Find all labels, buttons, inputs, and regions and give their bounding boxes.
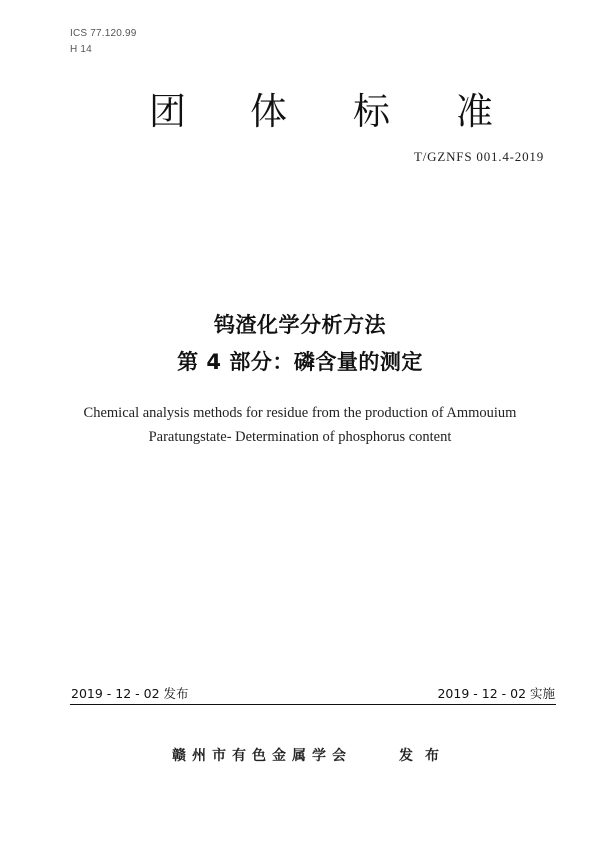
title-char-1: 团 <box>149 90 186 133</box>
title-char-3: 标 <box>353 90 390 133</box>
ccs-code: H 14 <box>70 44 92 55</box>
title-char-4: 准 <box>456 90 493 133</box>
english-title-line-2: Paratungstate- Determination of phosphorus content <box>148 429 452 445</box>
title-char-2: 体 <box>250 90 287 133</box>
standard-code: T/GZNFS 001.4-2019 <box>414 149 544 164</box>
ics-code: ICS 77.120.99 <box>70 28 137 39</box>
english-title-line-1: Chemical analysis methods for residue from the production of Ammouium <box>83 405 517 421</box>
subtitle-line-1: 钨渣化学分析方法 <box>214 313 386 337</box>
subtitle-line-2: 第 4 部分：磷含量的测定 <box>177 350 423 374</box>
issue-date: 2019 - 12 - 02 发布 <box>71 686 189 701</box>
date-divider-line <box>70 704 556 705</box>
implementation-date: 2019 - 12 - 02 实施 <box>437 686 555 701</box>
publisher-name: 赣州市有色金属学会 <box>172 748 352 764</box>
publish-label: 发布 <box>399 748 451 764</box>
